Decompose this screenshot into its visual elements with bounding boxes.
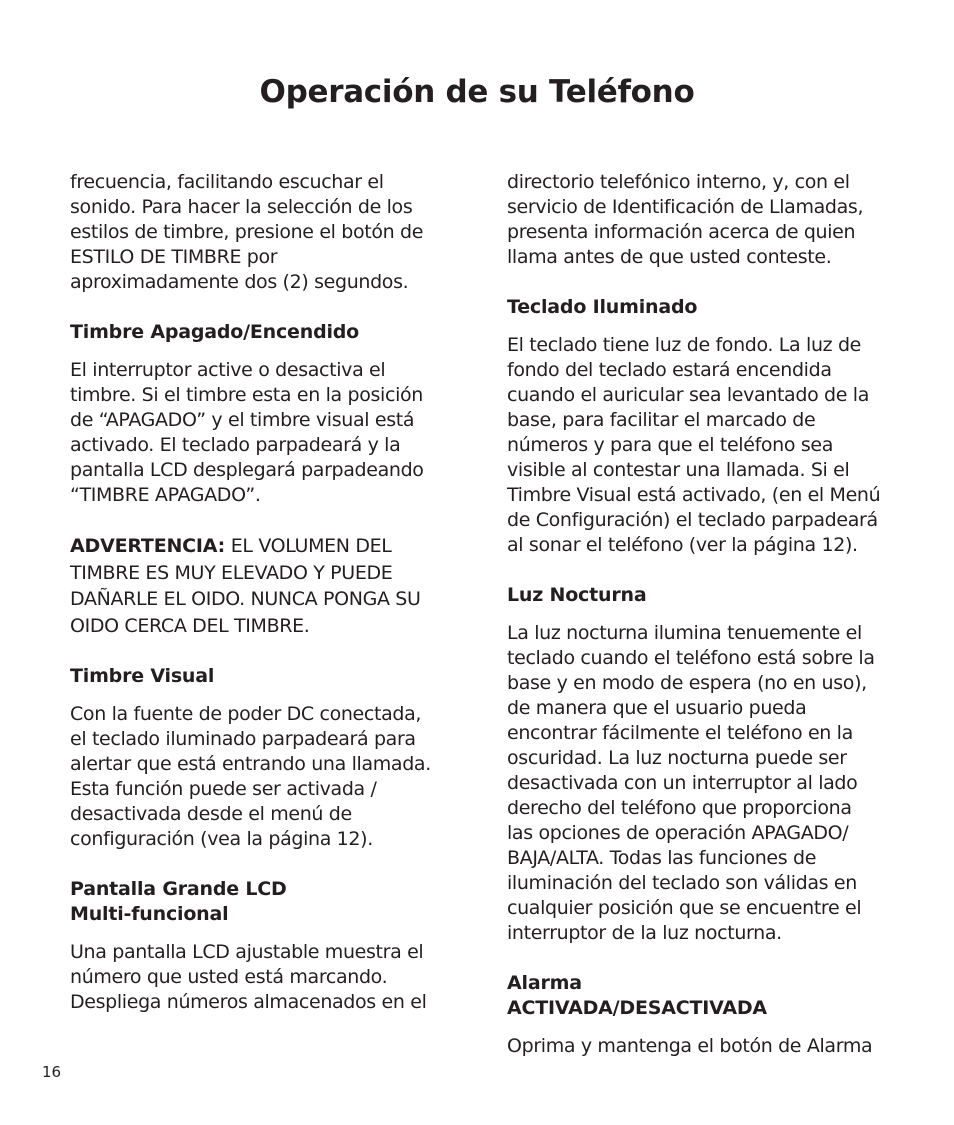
paragraph-alarm: Oprima y mantenga el botón de Alarma <box>507 1035 873 1057</box>
page-number: 16 <box>42 1063 62 1081</box>
heading-lighted-keypad: Teclado Iluminado <box>507 296 698 318</box>
paragraph-ring-style: frecuencia, facilitando escuchar el sonido. Para hacer la selección de los estilos de timbre, presione el botón de ESTILO DE TIMBRE por aproximadamente dos (2) segundos. <box>70 171 424 293</box>
paragraph-ringer-switch: El interruptor active o desactiva el timbre. Si el timbre esta en la posición de “APAGADO” y el timbre visual está activado. El teclado parpadeará y la pantalla LCD desplegará parpadeando “TIMBRE APAGADO”. <box>70 359 424 506</box>
heading-visual-ringer: Timbre Visual <box>70 665 215 687</box>
paragraph-large-lcd: Una pantalla LCD ajustable muestra el número que usted está marcando. Despliega números almacenados en el <box>70 941 427 1013</box>
right-column <box>507 170 897 1059</box>
page-title: Operación de su Teléfono <box>259 74 695 110</box>
warning-label: ADVERTENCIA: <box>70 535 226 557</box>
warning-paragraph <box>70 533 450 639</box>
paragraph-visual-ringer: Con la fuente de poder DC conectada, el teclado iluminado parpadeará para alertar que está entrando una llamada. Esta función puede ser activada / desactivada desde el menú de configuración (vea la página 12). <box>70 703 431 850</box>
paragraph-directory: directorio telefónico interno, y, con el servicio de Identificación de Llamadas, presenta información acerca de quien llama antes de que usted conteste. <box>507 171 864 268</box>
heading-ringer-on-off: Timbre Apagado/Encendido <box>70 321 360 343</box>
heading-night-light: Luz Nocturna <box>507 584 647 606</box>
heading-alarm: Alarma ACTIVADA/DESACTIVADA <box>507 972 767 1019</box>
paragraph-lighted-keypad: El teclado tiene luz de fondo. La luz de fondo del teclado estará encendida cuando el auricular sea levantado de la base, para facilitar el marcado de números y para que el teléfono sea visible al contestar una llamada. Si el Timbre Visual está activado, (en el Menú de Configuración) el teclado parpadeará al sonar el teléfono (ver la página 12). <box>507 334 881 556</box>
warning-text: EL VOLUMEN DEL TIMBRE ES MUY ELEVADO Y PUEDE DAÑARLE EL OIDO. NUNCA PONGA SU OIDO CERCA DEL TIMBRE. <box>70 535 421 637</box>
heading-large-lcd: Pantalla Grande LCD Multi-funcional <box>70 878 287 925</box>
paragraph-night-light: La luz nocturna ilumina tenuemente el teclado cuando el teléfono está sobre la base y en modo de espera (no en uso), de manera que el usuario pueda encontrar fácilmente el teléfono en la oscuridad. La luz nocturna puede ser desactivada con un interruptor al lado derecho del teléfono que proporciona las opciones de operación APAGADO/ BAJA/ALTA. Todas las funciones de iluminación del teclado son válidas en cualquier posición que se encuentre el interruptor de la luz nocturna. <box>507 622 875 944</box>
left-column <box>70 170 450 1015</box>
